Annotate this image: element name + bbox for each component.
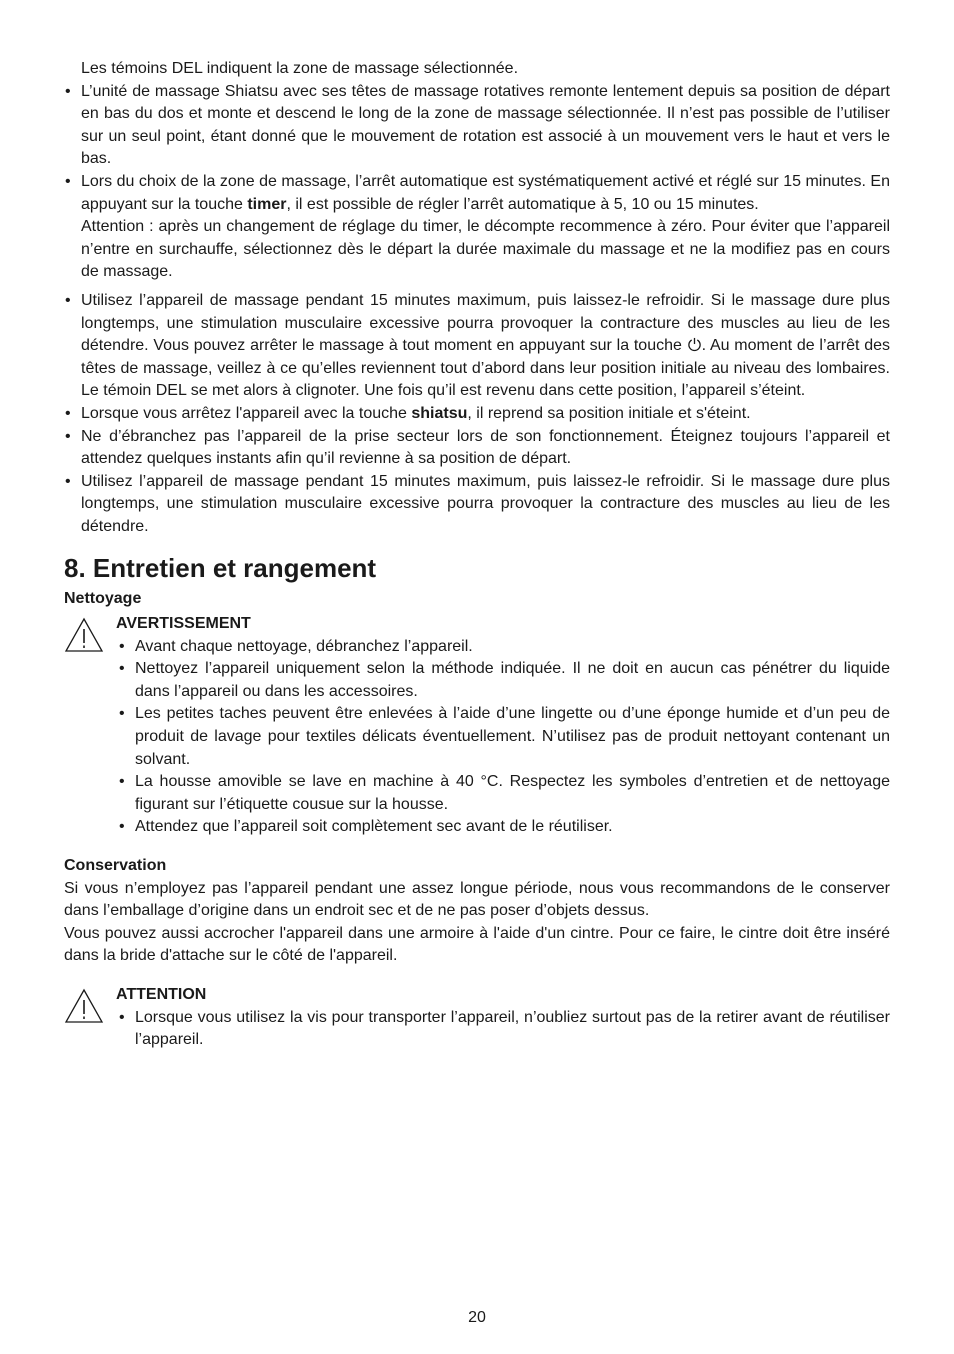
warning-triangle-icon (64, 988, 104, 1024)
warning-title: ATTENTION (116, 985, 207, 1003)
intro-line: Les témoins DEL indiquent la zone de massage sélectionnée. (81, 60, 519, 77)
list-item-text: , il reprend sa position initiale et s'éteint. (467, 404, 751, 422)
operation-list-1 (64, 81, 890, 284)
warning-list (116, 1007, 890, 1052)
warning-title: AVERTISSEMENT (116, 615, 251, 633)
list-item: • La housse amovible se lave en machine à 40 °C. Respectez les symboles d’entretien et de nettoyage figurant sur l’étiquette cousue sur la housse. (135, 771, 890, 816)
list-item-text: Utilisez l’appareil de massage pendant 15 minutes maximum, puis laissez-le refroidir. Si le massage dure plus longtemps, une stimulation musculaire excessive pourra provoquer la contracture des muscles au lieu de les détendre. Vous pouvez arrêter le massage à tout moment en appuyant sur la touche (81, 291, 890, 355)
list-item (81, 471, 890, 539)
shiatsu-key-label: shiatsu (411, 404, 468, 422)
conservation-heading: Conservation (64, 857, 167, 874)
list-item: • Lorsque vous utilisez la vis pour transporter l’appareil, n’oubliez surtout pas de la retirer avant de réutiliser l’appareil. (135, 1007, 890, 1052)
list-item (81, 403, 890, 426)
nettoyage-heading: Nettoyage (64, 590, 142, 608)
list-item-text: Ne d’ébranchez pas l’appareil de la prise secteur lors de son fonctionnement. Éteignez toujours l’appareil et attendez quelques instants afin qu’il revienne à sa position de départ. (81, 427, 890, 468)
list-item (81, 290, 890, 403)
list-item-text: . Au moment de l’arrêt des têtes de massage, veillez à ce qu’elles reviennent tout d’abord dans leur position initiale au niveau des lombaires. Le témoin DEL se met alors à clignoter. Une fois qu’il est revenu dans cette position, l’appareil s’éteint. (81, 337, 890, 400)
warning-block-avertissement (64, 613, 890, 839)
warning-block-attention (64, 984, 890, 1052)
list-item-text: L’unité de massage Shiatsu avec ses têtes de massage rotatives remonte lentement depuis sa position de départ en bas du dos et monte et descend le long de la zone de massage sélectionnée. Il n’est pas possible de l’utiliser sur un seul point, étant donné que le mouvement de rotation est associé à un mouvement vers le haut et vers le bas. (81, 82, 890, 168)
timer-key-label: timer (247, 195, 287, 213)
list-item: • Les petites taches peuvent être enlevées à l’aide d’une lingette ou d’une éponge humide et d’un peu de produit de lavage pour textiles délicats éventuellement. N’utilisez pas de produit nettoyant contenant un solvant. (135, 703, 890, 771)
conservation-paragraph-2: Vous pouvez aussi accrocher l'appareil dans une armoire à l'aide d'un cintre. Pour ce faire, le cintre doit être inséré dans la bride d'attache sur le côté de l'appareil. (64, 924, 890, 965)
conservation-paragraph-1: Si vous n’employez pas l’appareil pendant une assez longue période, nous vous recommandons de le conserver dans l’emballage d’origine dans un endroit sec et de ne pas poser d’objets dessus. (64, 879, 890, 920)
power-icon (687, 337, 702, 352)
list-item (81, 81, 890, 171)
list-item-text: Lorsque vous arrêtez l'appareil avec la touche (81, 404, 412, 422)
page-number: 20 (468, 1309, 486, 1326)
warning-list (116, 636, 890, 839)
list-item: • Attendez que l’appareil soit complètement sec avant de le réutiliser. (135, 816, 890, 839)
list-item (81, 171, 890, 284)
attention-note: Attention : après un changement de réglage du timer, le décompte recommence à zéro. Pour éviter que l’appareil n’entre en surchauffe, sélectionnez dès le départ la durée maximale du massage et ne la modifiez pas en cours de massage. (81, 218, 890, 281)
list-item: • Nettoyez l’appareil uniquement selon la méthode indiquée. Il ne doit en aucun cas pénétrer du liquide dans l’appareil ou dans les accessoires. (135, 658, 890, 703)
list-item-text: Utilisez l’appareil de massage pendant 15 minutes maximum, puis laissez-le refroidir. Si le massage dure plus longtemps, une stimulation musculaire excessive pourra provoquer la contracture des muscles au lieu de les détendre. (81, 472, 890, 535)
operation-list-2 (64, 290, 890, 539)
list-item (81, 426, 890, 471)
page-content (64, 58, 890, 1052)
section-title: 8. Entretien et rangement (64, 553, 377, 584)
list-item: • Avant chaque nettoyage, débranchez l’appareil. (135, 636, 890, 659)
warning-triangle-icon (64, 617, 104, 653)
list-item-text: , il est possible de régler l’arrêt automatique à 5, 10 ou 15 minutes. (286, 195, 759, 213)
list-item-text: Lors du choix de la zone de massage, l’arrêt automatique est systématiquement activé et réglé sur 15 minutes. En appuyant sur la touche (81, 172, 890, 213)
